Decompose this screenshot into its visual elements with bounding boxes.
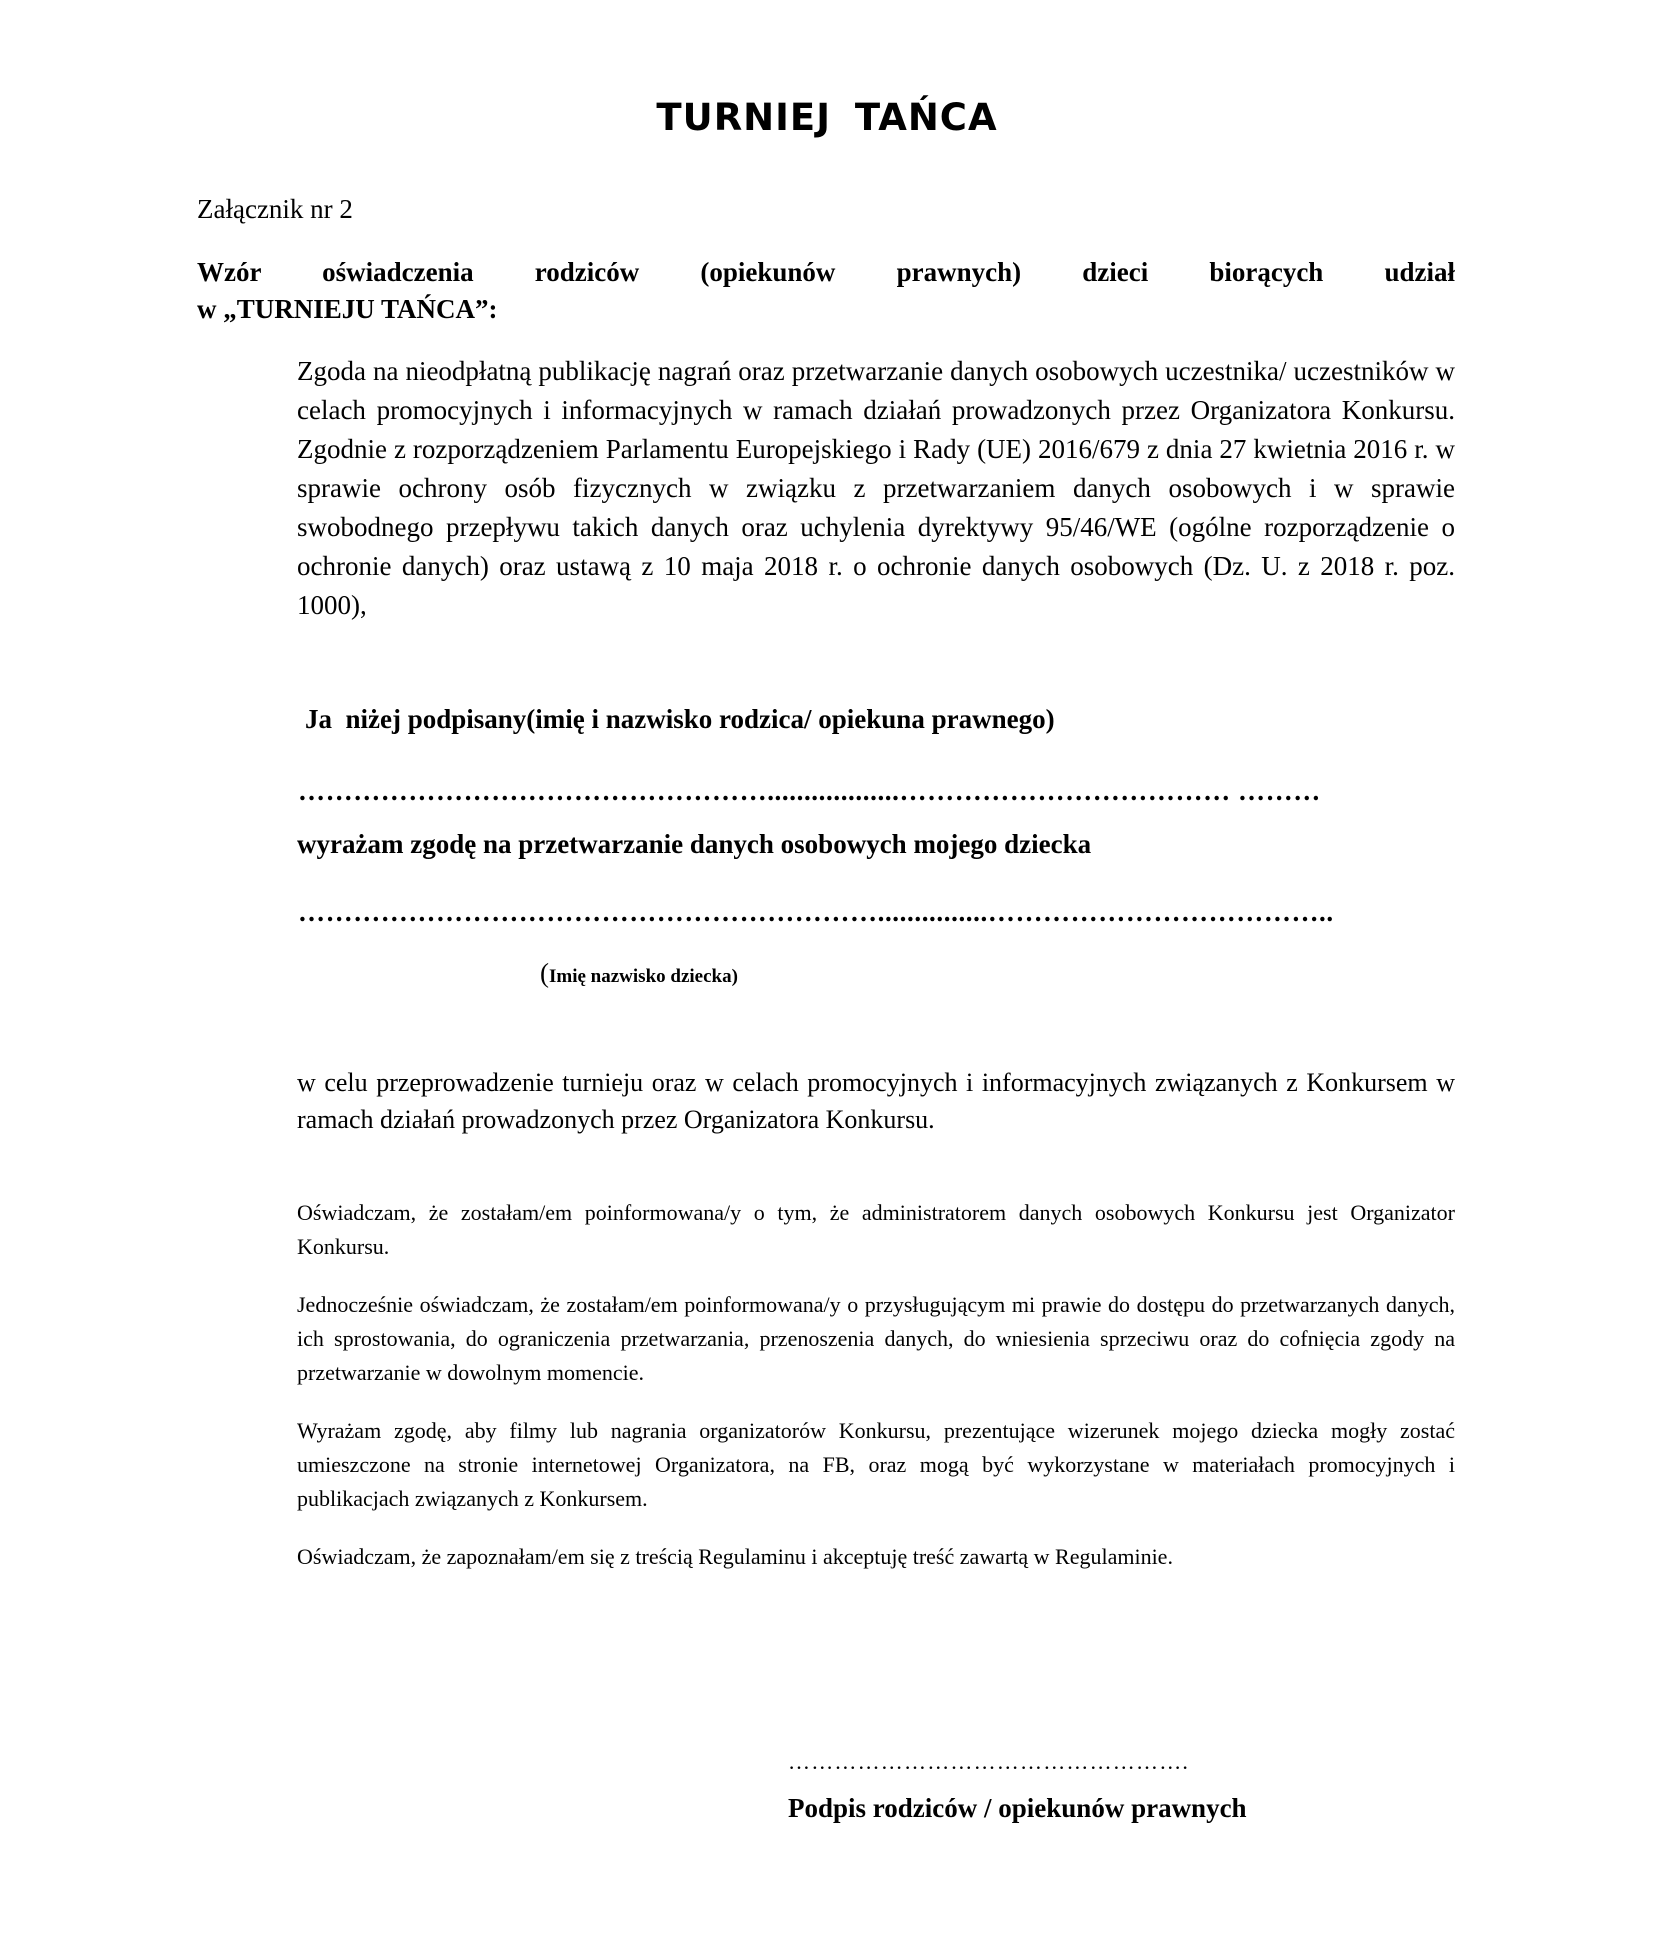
consent-paragraph: Zgoda na nieodpłatną publikację nagrań oraz przetwarzanie danych osobowych uczestnika/ uczestników w celach promocyjnych i informacyjnych w ramach działań prowadzonych przez Organizatora Konkursu. Zgodnie z rozporządzeniem Parlamentu Europejskiego i Rady (UE) 2016/679 z dnia 27 kwietnia 2016 r. w sprawie ochrony osób fizycznych w związku z przetwarzaniem danych osobowych i w sprawie swobodnego przepływu takich danych oraz uchylenia dyrektywy 95/46/WE (ogólne rozporządzenie o ochronie danych) oraz ustawą z 10 maja 2018 r. o ochronie danych osobowych (Dz. U. z 2018 r. poz. 1000), xyxy=(297,356,1455,620)
parent-name-field[interactable]: ……………………………………………..................……………………………… ……… xyxy=(298,776,1321,806)
form-heading xyxy=(197,254,1455,328)
statement-regulations: Oświadczam, że zapoznałam/em się z treścią Regulaminu i akceptuję treść zawartą w Regulaminie. xyxy=(297,1544,1173,1569)
statement-administrator: Oświadczam, że zostałam/em poinformowana/y o tym, że administratorem danych osobowych Konkursu jest Organizator Konkursu. xyxy=(297,1200,1455,1259)
signature-label: Podpis rodziców / opiekunów prawnych xyxy=(788,1793,1247,1823)
parent-name-label: Ja niżej podpisany(imię i nazwisko rodzica/ opiekuna prawnego) xyxy=(305,704,1055,734)
annex-label: Załącznik nr 2 xyxy=(197,194,353,224)
signature-field[interactable]: ……………………………………………. xyxy=(788,1749,1190,1774)
child-name-caption-paren: ( xyxy=(540,958,549,988)
consent-child-label: wyrażam zgodę na przetwarzanie danych osobowych mojego dziecka xyxy=(297,829,1092,859)
document-title: TURNIEJ TAŃCA xyxy=(656,96,998,139)
statement-image-consent: Wyrażam zgodę, aby filmy lub nagrania organizatorów Konkursu, prezentujące wizerunek mojego dziecka mogły zostać umieszczone na stronie internetowej Organizatora, na FB, oraz mogą być wykorzystane w materiałach promocyjnych i publikacjach związanych z Konkursem. xyxy=(297,1418,1455,1511)
child-name-caption xyxy=(540,958,738,989)
purpose-paragraph: w celu przeprowadzenie turnieju oraz w celach promocyjnych i informacyjnych związanych z Konkursem w ramach działań prowadzonych przez Organizatora Konkursu. xyxy=(297,1068,1455,1134)
form-heading-line1: Wzór oświadczenia rodziców (opiekunów prawnych) dzieci biorących udział xyxy=(197,257,1455,287)
form-heading-line2: w „TURNIEJU TAŃCA”: xyxy=(197,294,498,324)
child-name-caption-text: Imię nazwisko dziecka) xyxy=(549,966,738,987)
statement-rights: Jednocześnie oświadczam, że zostałam/em poinformowana/y o przysługującym mi prawie do dostępu do przetwarzanych danych, ich sprostowania, do ograniczenia przetwarzania, przenoszenia danych, do wniesienia sprzeciwu oraz do cofnięcia zgody na przetwarzanie w dowolnym momencie. xyxy=(297,1292,1455,1385)
child-name-field[interactable]: ………………………………………………………...............……………………………….. xyxy=(298,897,1334,927)
